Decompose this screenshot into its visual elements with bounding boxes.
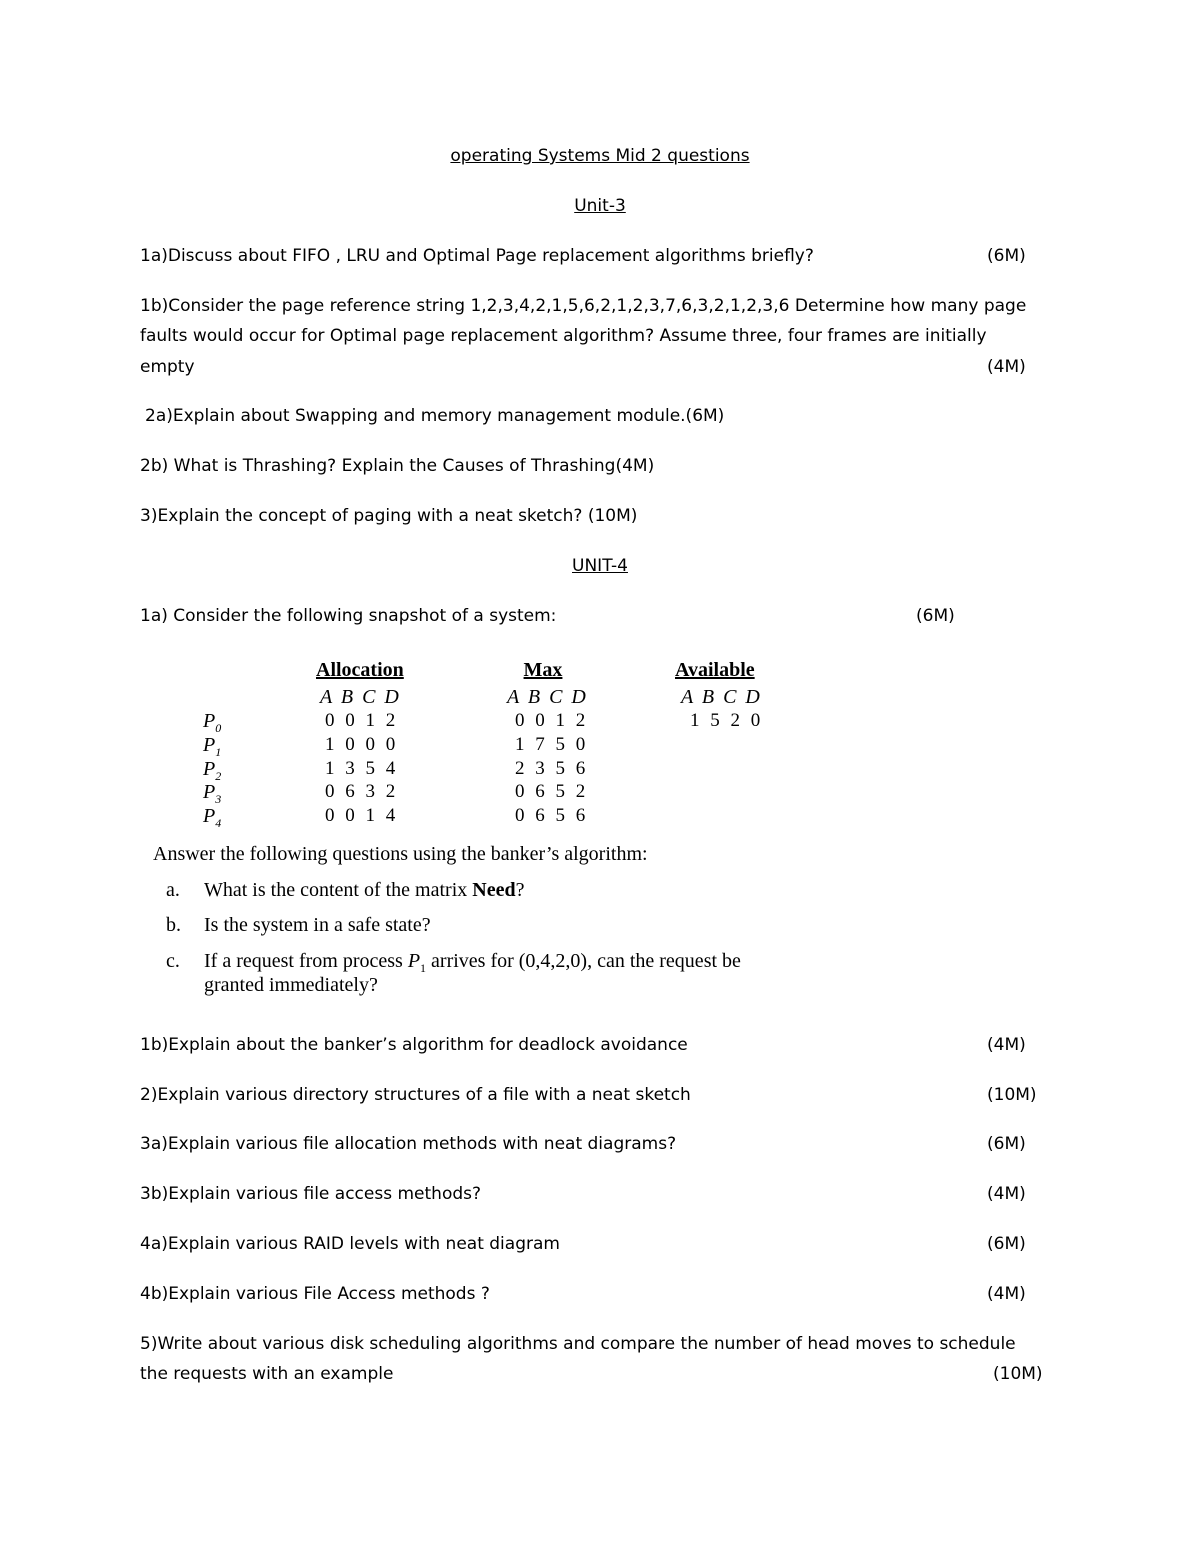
u4-q3a-marks: (6M) xyxy=(987,1134,1026,1154)
available-cell: 1 5 2 0 xyxy=(690,710,764,731)
unit3-heading: Unit-3 xyxy=(574,196,626,216)
u4-q4b-marks: (4M) xyxy=(987,1284,1026,1304)
u4-q5-marks: (10M) xyxy=(993,1364,1043,1384)
available-header: Available xyxy=(675,659,755,681)
bankers-c-line2: granted immediately? xyxy=(204,974,378,996)
max-cell: 2 3 5 6 xyxy=(515,758,589,779)
available-subheader: A B C D xyxy=(681,686,762,708)
u3-q1b-marks: (4M) xyxy=(987,357,1026,377)
u4-q3a-text: 3a)Explain various file allocation methods with neat diagrams? xyxy=(140,1134,677,1154)
u3-q3: 3)Explain the concept of paging with a neat sketch? (10M) xyxy=(140,506,638,526)
u4-q4a-text: 4a)Explain various RAID levels with neat diagram xyxy=(140,1234,560,1254)
u4-q3b-marks: (4M) xyxy=(987,1184,1026,1204)
max-cell: 0 6 5 2 xyxy=(515,781,589,802)
u4-q5-line2: the requests with an example xyxy=(140,1364,394,1384)
process-label: $P_2$ xyxy=(203,758,222,783)
u3-q2b: 2b) What is Thrashing? Explain the Causes of Thrashing(4M) xyxy=(140,456,655,476)
page-title: operating Systems Mid 2 questions xyxy=(450,146,750,166)
allocation-subheader: A B C D xyxy=(320,686,401,708)
bankers-intro: Answer the following questions using the banker’s algorithm: xyxy=(153,843,648,865)
bankers-a-label: a. xyxy=(166,879,180,901)
u4-q1b-text: 1b)Explain about the banker’s algorithm for deadlock avoidance xyxy=(140,1035,688,1055)
u4-q2-text: 2)Explain various directory structures of a file with a neat sketch xyxy=(140,1085,691,1105)
bankers-b-text: Is the system in a safe state? xyxy=(204,914,431,936)
u3-q2a: 2a)Explain about Swapping and memory management module.(6M) xyxy=(145,406,725,426)
u3-q1b-line1: 1b)Consider the page reference string 1,2,3,4,2,1,5,6,2,1,2,3,7,6,3,2,1,2,3,6 Determine how many page xyxy=(140,296,1027,316)
allocation-cell: 1 0 0 0 xyxy=(325,734,399,755)
u4-q1b-marks: (4M) xyxy=(987,1035,1026,1055)
bankers-c-label: c. xyxy=(166,950,180,972)
u3-q1a-marks: (6M) xyxy=(987,246,1026,266)
max-header: Max xyxy=(523,659,563,681)
process-label: $P_3$ xyxy=(203,781,222,806)
allocation-header: Allocation xyxy=(316,659,404,681)
u3-q1a-text: 1a)Discuss about FIFO , LRU and Optimal Page replacement algorithms briefly? xyxy=(140,246,814,266)
max-subheader: A B C D xyxy=(507,686,588,708)
u4-q1a-text: 1a) Consider the following snapshot of a system: xyxy=(140,606,557,626)
allocation-cell: 1 3 5 4 xyxy=(325,758,399,779)
allocation-cell: 0 0 1 2 xyxy=(325,710,399,731)
u4-q1a-marks: (6M) xyxy=(916,606,955,626)
allocation-cell: 0 0 1 4 xyxy=(325,805,399,826)
allocation-cell: 0 6 3 2 xyxy=(325,781,399,802)
u3-q1b-line3: empty xyxy=(140,357,195,377)
u4-q4a-marks: (6M) xyxy=(987,1234,1026,1254)
u3-q1b-line2: faults would occur for Optimal page replacement algorithm? Assume three, four frames are initially xyxy=(140,326,987,346)
bankers-c-text: If a request from process $P_1$ arrives for (0,4,2,0), can the request be xyxy=(204,950,741,975)
max-cell: 0 6 5 6 xyxy=(515,805,589,826)
u4-q5-line1: 5)Write about various disk scheduling algorithms and compare the number of head moves to schedule xyxy=(140,1334,1016,1354)
process-label: $P_4$ xyxy=(203,805,222,830)
u4-q2-marks: (10M) xyxy=(987,1085,1037,1105)
max-cell: 0 0 1 2 xyxy=(515,710,589,731)
bankers-a-text: What is the content of the matrix Need? xyxy=(204,879,525,901)
process-label: $P_1$ xyxy=(203,734,222,759)
u4-q4b-text: 4b)Explain various File Access methods ? xyxy=(140,1284,490,1304)
bankers-b-label: b. xyxy=(166,914,181,936)
u4-q3b-text: 3b)Explain various file access methods? xyxy=(140,1184,482,1204)
process-label: $P_0$ xyxy=(203,710,222,735)
max-cell: 1 7 5 0 xyxy=(515,734,589,755)
unit4-heading: UNIT-4 xyxy=(572,556,628,576)
